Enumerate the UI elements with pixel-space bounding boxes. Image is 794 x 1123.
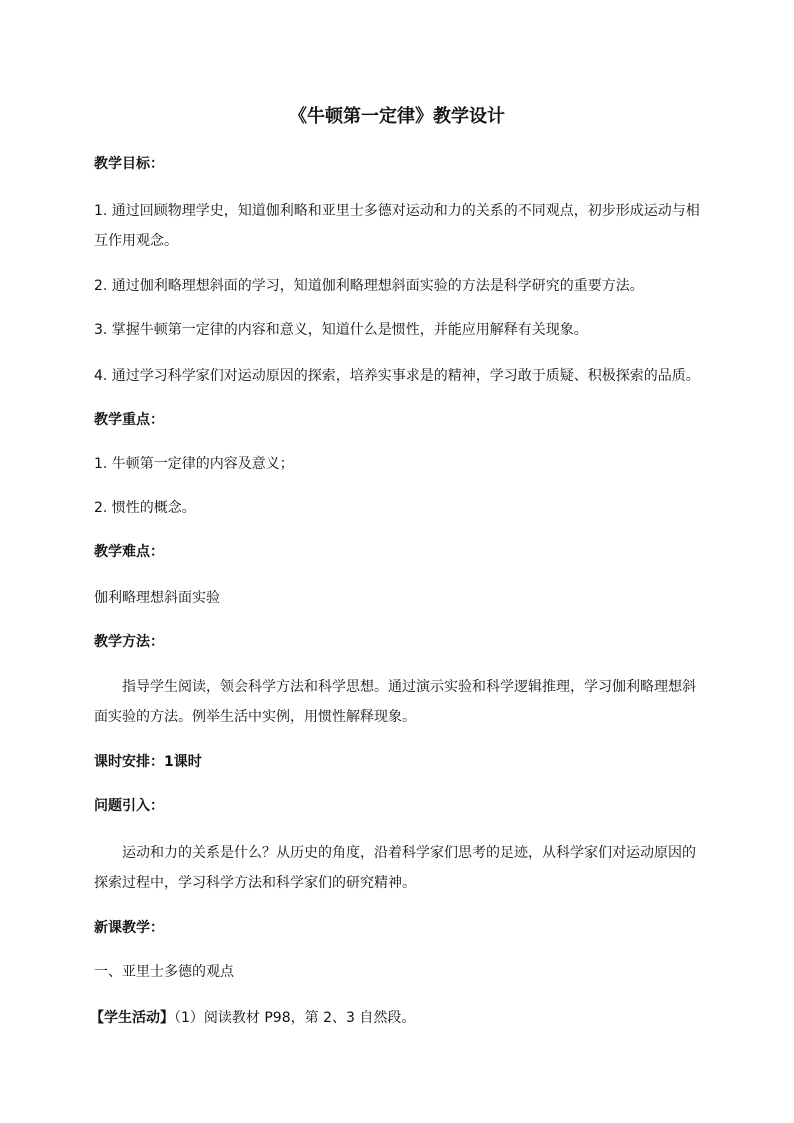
section-heading-1: 一、亚里士多德的观点 — [94, 964, 234, 980]
method-paragraph: 指导学生阅读，领会科学方法和科学思想。通过演示实验和科学逻辑推理，学习伽利略理想斜面实验的方法。例举生活中实例，用惯性解释现象。 — [94, 679, 696, 725]
goals-heading: 教学目标： — [94, 156, 164, 172]
activity-label: 【学生活动】 — [90, 1010, 174, 1026]
goal-item-1: 1. 通过回顾物理学史，知道伽利略和亚里士多德对运动和力的关系的不同观点，初步形成运动与相互作用观念。 — [94, 203, 700, 249]
schedule-line: 课时安排：1课时 — [94, 754, 202, 770]
intro-paragraph: 运动和力的关系是什么？从历史的角度，沿着科学家们思考的足迹，从科学家们对运动原因的探索过程中，学习科学方法和科学家们的研究精神。 — [94, 845, 696, 891]
difficulty-text: 伽利略理想斜面实验 — [94, 590, 220, 606]
method-heading: 教学方法： — [94, 634, 164, 650]
key-points-heading: 教学重点： — [94, 412, 164, 428]
activity-text: （1）阅读教材 P98，第 2、3 自然段。 — [174, 1010, 416, 1026]
goal-item-4: 4. 通过学习科学家们对运动原因的探索，培养实事求是的精神，学习敢于质疑、积极探索的品质。 — [94, 368, 700, 384]
intro-heading: 问题引入： — [94, 798, 164, 814]
student-activity-line — [90, 1008, 415, 1028]
goal-item-3: 3. 掌握牛顿第一定律的内容和意义，知道什么是惯性，并能应用解释有关现象。 — [94, 322, 588, 338]
new-lesson-heading: 新课教学： — [94, 920, 164, 936]
goal-item-2: 2. 通过伽利略理想斜面的学习，知道伽利略理想斜面实验的方法是科学研究的重要方法。 — [94, 278, 644, 294]
document-title: 《牛顿第一定律》教学设计 — [289, 106, 505, 127]
key-point-1: 1. 牛顿第一定律的内容及意义； — [94, 456, 294, 472]
difficulty-heading: 教学难点： — [94, 544, 164, 560]
key-point-2: 2. 惯性的概念。 — [94, 500, 196, 516]
